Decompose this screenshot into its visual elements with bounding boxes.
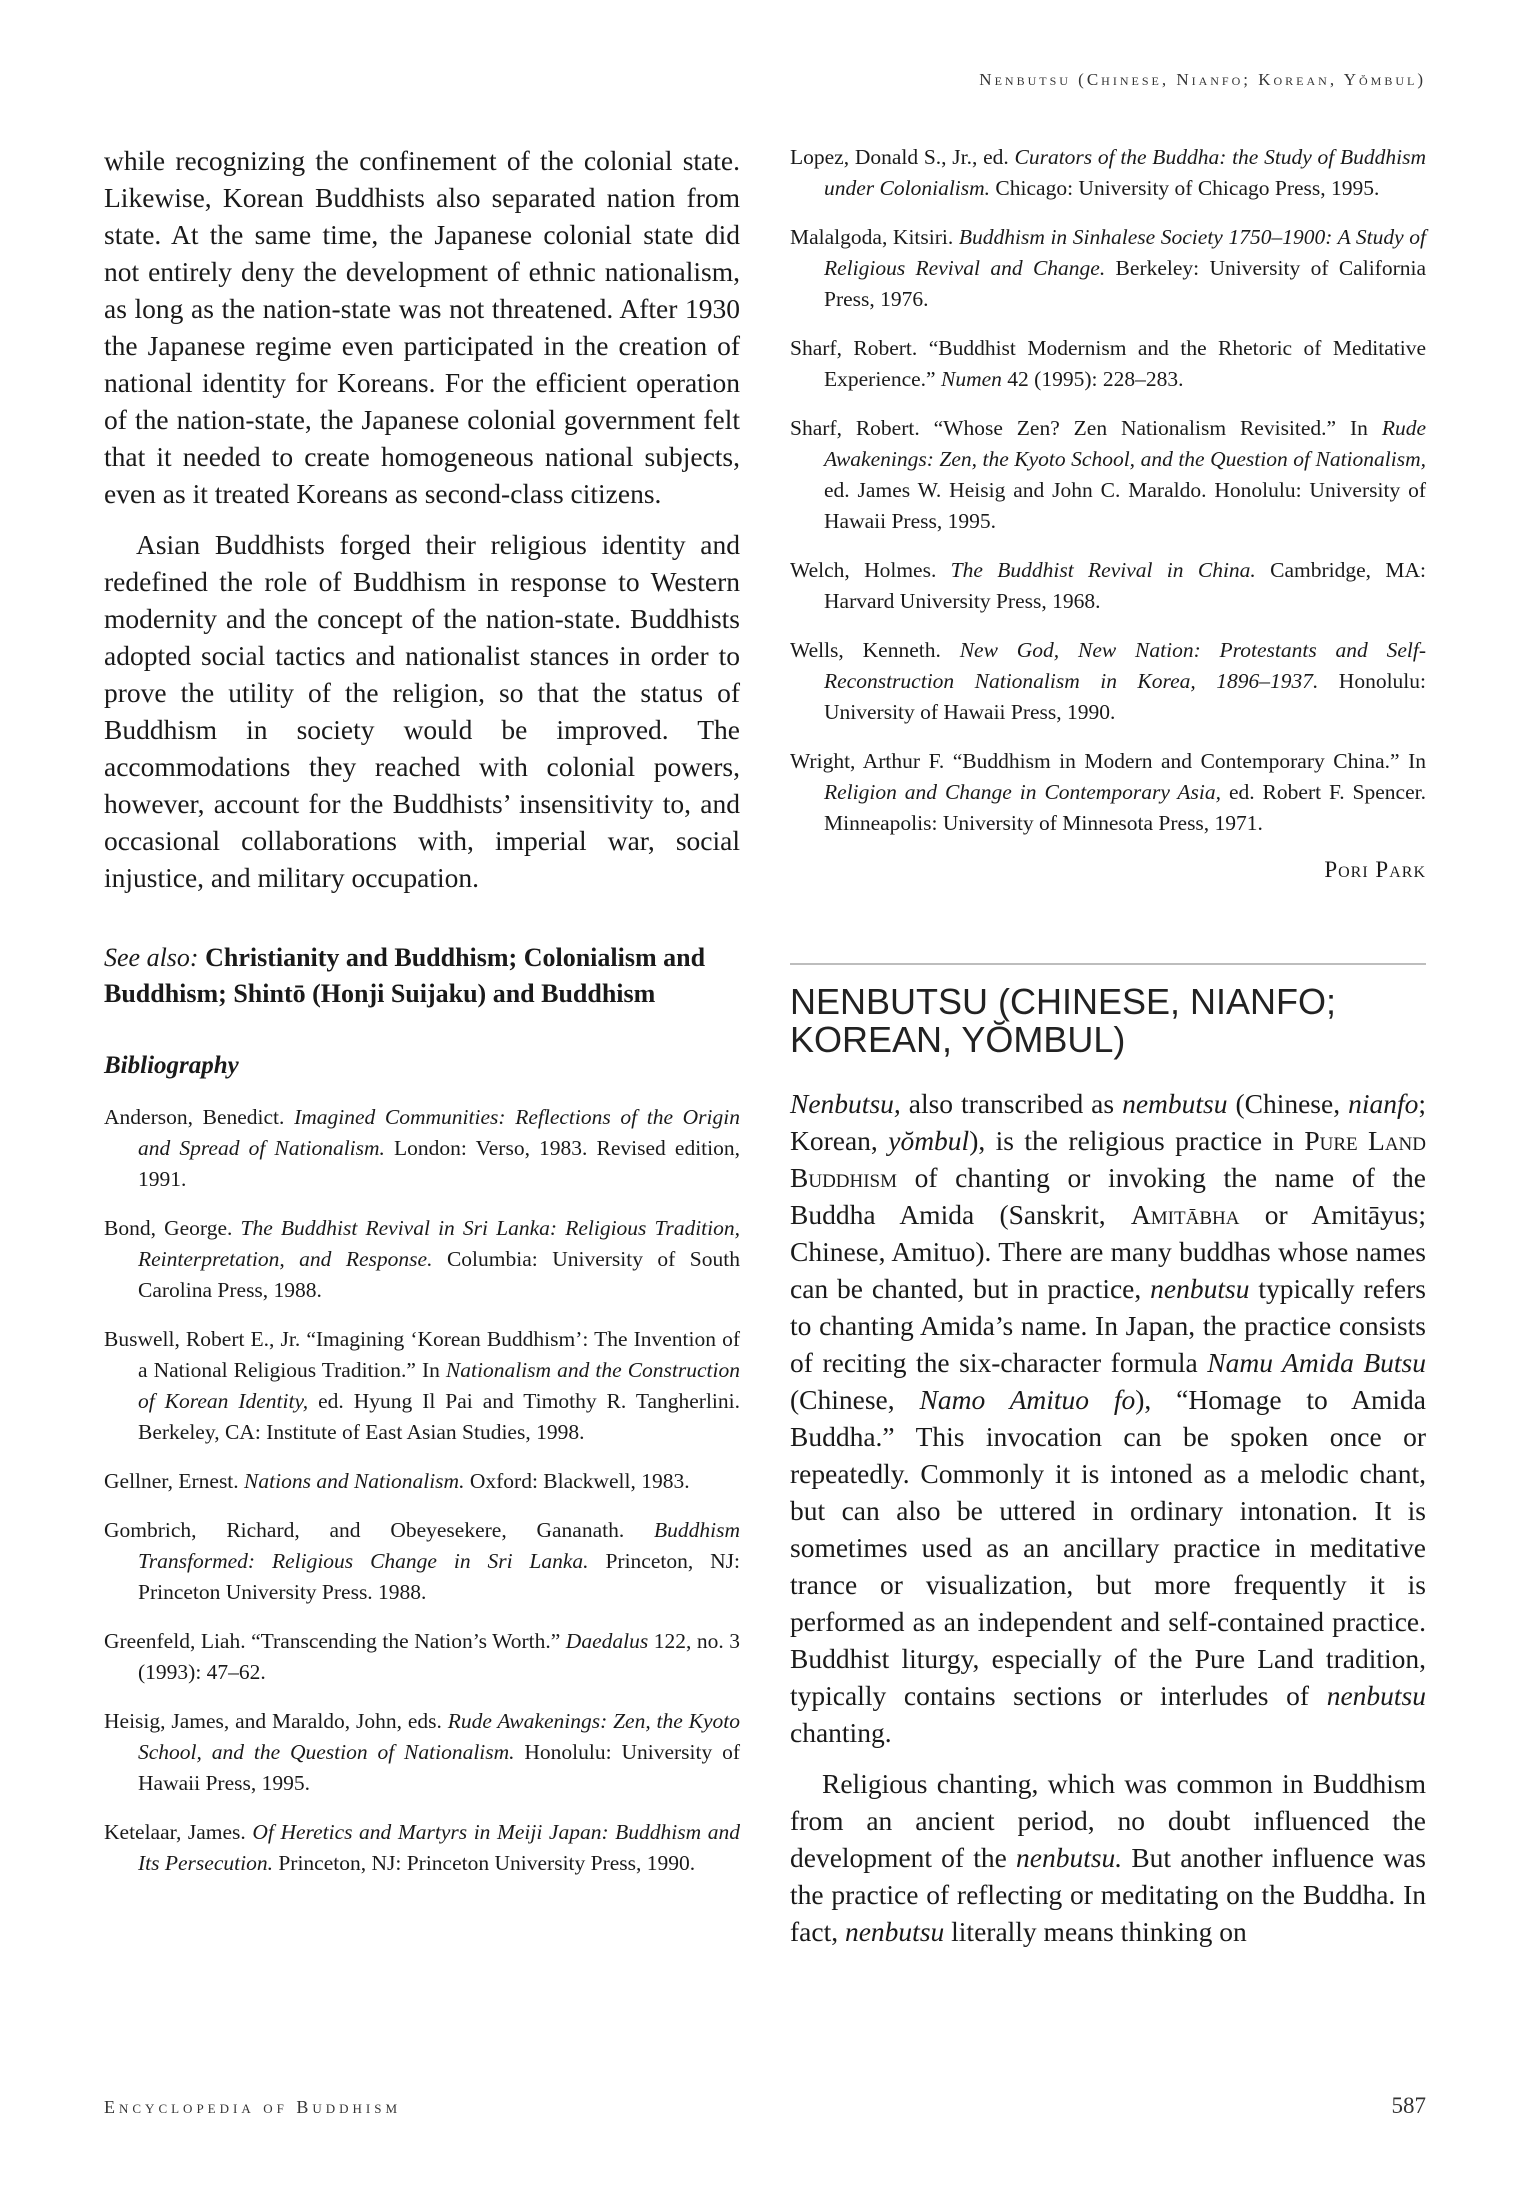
author-signature: Pori Park xyxy=(1324,857,1426,882)
bib-title: Numen xyxy=(940,367,1002,391)
bibliography-entry xyxy=(104,1515,740,1608)
bibliography-entry xyxy=(790,635,1426,728)
bib-title: Of Heretics and Martyrs in Meiji Japan: Buddhism and Its Persecution. xyxy=(138,1820,740,1875)
bib-post: ed. Hyung Il Pai and Timothy R. Tangherlini. Berkeley, CA: Institute of East Asian Studies, 1998. xyxy=(138,1389,740,1444)
bib-pre: Wright, Arthur F. “Buddhism in Modern and Contemporary China.” In xyxy=(790,749,1426,773)
left-column xyxy=(104,142,740,1897)
bibliography-entry xyxy=(790,142,1426,204)
bibliography-entry xyxy=(104,1213,740,1306)
bib-pre: Anderson, Benedict. xyxy=(104,1105,295,1129)
bibliography-entry xyxy=(790,333,1426,395)
bib-pre: Heisig, James, and Maraldo, John, eds. xyxy=(104,1709,448,1733)
bib-title: Daedalus xyxy=(565,1629,649,1653)
see-also xyxy=(104,940,740,1012)
bib-title: The Buddhist Revival in China. xyxy=(950,558,1256,582)
bib-post: Honolulu: University of Hawaii Press, 1990. xyxy=(824,669,1427,724)
bibliography-list-right xyxy=(790,142,1426,839)
bib-post: 42 (1995): 228–283. xyxy=(1001,367,1184,391)
bib-post: Berkeley: University of California Press, 1976. xyxy=(824,256,1427,311)
bib-pre: Bond, George. xyxy=(104,1216,241,1240)
bib-title: Nationalism and the Construction of Korean Identity, xyxy=(138,1358,740,1413)
bib-pre: Sharf, Robert. “Buddhist Modernism and the Rhetoric of Meditative Experience.” xyxy=(790,336,1426,391)
bib-title: Curators of the Buddha: the Study of Buddhism under Colonialism. xyxy=(824,145,1427,200)
bib-title: Buddhism in Sinhalese Society 1750–1900: A Study of Religious Revival and Change. xyxy=(824,225,1427,280)
bibliography-entry xyxy=(104,1706,740,1799)
bib-post: Columbia: University of South Carolina Press, 1988. xyxy=(138,1247,740,1302)
bib-pre: Gombrich, Richard, and Obeyesekere, Gananath. xyxy=(104,1518,654,1542)
bib-pre: Greenfeld, Liah. “Transcending the Nation’s Worth.” xyxy=(104,1629,566,1653)
bib-post: ed. James W. Heisig and John C. Maraldo. Honolulu: University of Hawaii Press, 1995. xyxy=(824,478,1426,533)
bibliography-entry xyxy=(104,1626,740,1688)
bib-post: London: Verso, 1983. Revised edition, 1991. xyxy=(138,1136,740,1191)
see-also-refs: Christianity and Buddhism; Colonialism and Buddhism; Shintō (Honji Suijaku) and Buddhism xyxy=(104,943,706,1008)
entry-paragraph: Nenbutsu, also transcribed as nembutsu (Chinese, nianfo; Korean, yŏmbul), is the religious practice in Pure Land Buddhism of chanting or invoking the name of the Buddha Amida (Sanskrit, Amitābha or Amitāyus; Chinese, Amituo). There are many buddhas whose names can be chanted, but in practice, nenbutsu typically refers to chanting Amida’s name. In Japan, the practice consists of reciting the six-character formula Namu Amida Butsu (Chinese, Namo Amituo fo), “Homage to Amida Buddha.” This invocation can be spoken once or repeatedly. Commonly it is intoned as a melodic chant, but can also be uttered in ordinary intonation. It is sometimes used as an ancillary practice in meditative trance or visualization, but more frequently it is performed as an independent and self-contained practice. Buddhist liturgy, especially of the Pure Land tradition, typically contains sections or interludes of nenbutsu chanting. xyxy=(790,1088,1427,1748)
bib-post: 122, no. 3 (1993): 47–62. xyxy=(138,1629,740,1684)
bib-title: Rude Awakenings: Zen, the Kyoto School, and the Question of Nationalism, xyxy=(824,416,1426,471)
bib-pre: Buswell, Robert E., Jr. “Imagining ‘Korean Buddhism’: The Invention of a National Religious Tradition.” In xyxy=(104,1327,740,1382)
bib-post: Oxford: Blackwell, 1983. xyxy=(464,1469,690,1493)
body-paragraph: while recognizing the confinement of the colonial state. Likewise, Korean Buddhists also separated nation from state. At the same time, the Japanese colonial state did not entirely deny the development of ethnic nationalism, as long as the nation-state was not threatened. After 1930 the Japanese regime even participated in the creation of national identity for Koreans. For the efficient operation of the nation-state, the Japanese colonial government felt that it needed to create homogeneous national subjects, even as it treated Koreans as second-class citizens. xyxy=(104,145,740,509)
bib-post: Chicago: University of Chicago Press, 1995. xyxy=(990,176,1380,200)
see-also-label: See also: xyxy=(104,943,199,972)
footer-book-title: Encyclopedia of Buddhism xyxy=(104,2097,402,2117)
bib-title: Imagined Communities: Reflections of the Origin and Spread of Nationalism. xyxy=(138,1105,740,1160)
bibliography-list-left xyxy=(104,1102,740,1879)
bib-pre: Sharf, Robert. “Whose Zen? Zen Nationalism Revisited.” In xyxy=(790,416,1382,440)
bibliography-entry xyxy=(104,1102,740,1195)
bib-title: New God, New Nation: Protestants and Self-Reconstruction Nationalism in Korea, 1896–1937. xyxy=(824,638,1427,693)
bibliography-heading: Bibliography xyxy=(104,1052,239,1079)
bib-pre: Malalgoda, Kitsiri. xyxy=(790,225,959,249)
cross-reference[interactable]: Pure Land Buddhism xyxy=(790,1125,1426,1193)
bib-title: Buddhism Transformed: Religious Change in Sri Lanka. xyxy=(138,1518,740,1573)
bib-title: Rude Awakenings: Zen, the Kyoto School, and the Question of Nationalism. xyxy=(138,1709,740,1764)
bib-post: ed. Robert F. Spencer. Minneapolis: University of Minnesota Press, 1971. xyxy=(824,780,1426,835)
bibliography-entry xyxy=(790,413,1426,537)
entry-title: NENBUTSU (CHINESE, NIANFO; KOREAN, YŎMBUL) xyxy=(790,981,1337,1060)
bib-pre: Gellner, Ernest. xyxy=(104,1469,245,1493)
bib-title: Nations and Nationalism. xyxy=(244,1469,465,1493)
page-number: 587 xyxy=(1391,2093,1426,2118)
bibliography-entry xyxy=(104,1817,740,1879)
bib-pre: Ketelaar, James. xyxy=(104,1820,253,1844)
bibliography-entry xyxy=(790,555,1426,617)
bib-pre: Lopez, Donald S., Jr., ed. xyxy=(790,145,1015,169)
bib-title: The Buddhist Revival in Sri Lanka: Religious Tradition, Reinterpretation, and Response. xyxy=(138,1216,740,1271)
bib-post: Cambridge, MA: Harvard University Press, 1968. xyxy=(824,558,1426,613)
bib-post: Princeton, NJ: Princeton University Press. 1988. xyxy=(138,1549,740,1604)
bib-pre: Wells, Kenneth. xyxy=(790,638,960,662)
entry-divider xyxy=(790,963,1426,965)
right-column xyxy=(790,142,1426,1964)
bib-pre: Welch, Holmes. xyxy=(790,558,951,582)
entry-paragraph: Religious chanting, which was common in Buddhism from an ancient period, no doubt influenced the development of the nenbutsu. But another influence was the practice of reflecting or meditating on the Buddha. In fact, nenbutsu literally means thinking on xyxy=(790,1768,1427,1947)
cross-reference[interactable]: Amitābha xyxy=(1130,1199,1240,1230)
bibliography-entry xyxy=(790,746,1426,839)
running-head: Nenbutsu (Chinese, Nianfo; Korean, Yŏmbul) xyxy=(979,70,1426,89)
bibliography-entry xyxy=(104,1324,740,1448)
body-paragraph: Asian Buddhists forged their religious identity and redefined the role of Buddhism in response to Western modernity and the concept of the nation-state. Buddhists adopted social tactics and nationalist stances in order to prove the utility of the religion, so that the status of Buddhism in society would be improved. The accommodations they reached with colonial powers, however, account for the Buddhists’ insensitivity to, and occasional collaborations with, imperial war, social injustice, and military occupation. xyxy=(104,529,740,893)
bibliography-entry xyxy=(104,1466,740,1497)
bib-post: Honolulu: University of Hawaii Press, 1995. xyxy=(138,1740,740,1795)
bib-title: Religion and Change in Contemporary Asia, xyxy=(824,780,1222,804)
bibliography-entry xyxy=(790,222,1426,315)
bib-post: Princeton, NJ: Princeton University Press, 1990. xyxy=(272,1851,696,1875)
